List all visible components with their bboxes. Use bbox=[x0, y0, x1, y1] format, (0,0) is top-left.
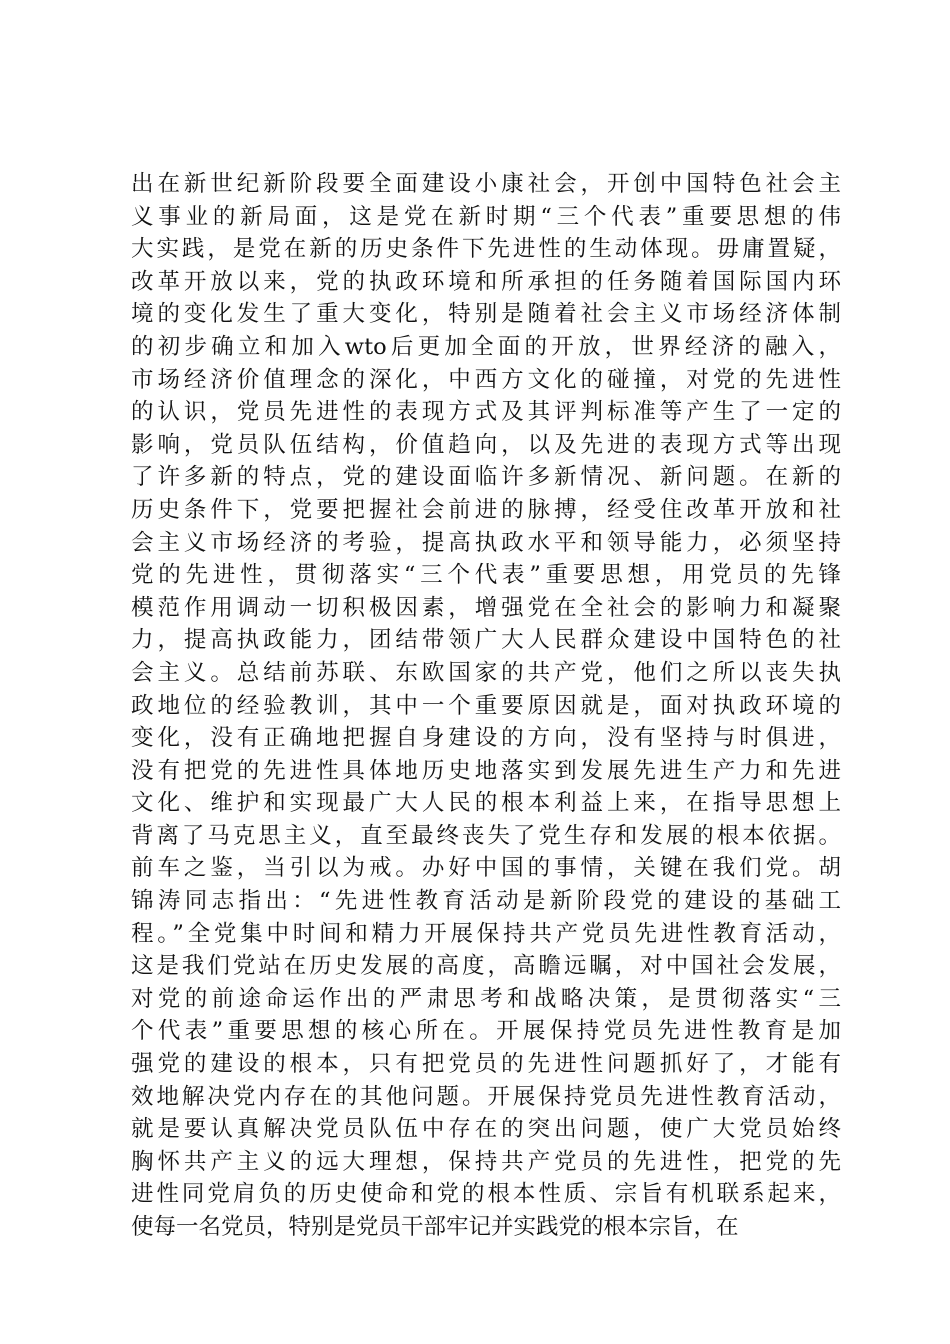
text-line: 的认识，党员先进性的表现方式及其评判标准等产生了一定的 bbox=[131, 399, 841, 426]
text-line: 变化，没有正确地把握自身建设的方向，没有坚持与时俱进， bbox=[131, 725, 841, 752]
text-line: 文化、维护和实现最广大人民的根本利益上来，在指导思想上 bbox=[131, 790, 841, 817]
text-line: 义事业的新局面，这是党在新时期“三个代表”重要思想的伟 bbox=[131, 203, 841, 230]
text-line: 会主义。总结前苏联、东欧国家的共产党，他们之所以丧失执 bbox=[131, 659, 841, 686]
text-line: 大实践，是党在新的历史条件下先进性的生动体现。毋庸置疑， bbox=[131, 236, 841, 263]
text-line: 党的先进性，贯彻落实“三个代表”重要思想，用党员的先锋 bbox=[131, 562, 841, 589]
text-line: 的初步确立和加入wto后更加全面的开放，世界经济的融入， bbox=[131, 333, 841, 360]
text-line: 出在新世纪新阶段要全面建设小康社会，开创中国特色社会主 bbox=[131, 171, 841, 197]
text-line: 对党的前途命运作出的严肃思考和战略决策，是贯彻落实“三 bbox=[131, 985, 841, 1012]
text-line: 进性同党肩负的历史使命和党的根本性质、宗旨有机联系起来， bbox=[131, 1181, 841, 1208]
text-line: 会主义市场经济的考验，提高执政水平和领导能力，必须坚持 bbox=[131, 529, 841, 556]
text-line: 效地解决党内存在的其他问题。开展保持党员先进性教育活动， bbox=[131, 1083, 841, 1110]
text-line: 前车之鉴，当引以为戒。办好中国的事情，关键在我们党。胡 bbox=[131, 855, 841, 882]
text-line: 市场经济价值理念的深化，中西方文化的碰撞，对党的先进性 bbox=[131, 366, 841, 393]
text-line: 使每一名党员，特别是党员干部牢记并实践党的根本宗旨，在 bbox=[131, 1214, 739, 1240]
text-line: 境的变化发生了重大变化，特别是随着社会主义市场经济体制 bbox=[131, 301, 841, 328]
text-line: 锦涛同志指出：“先进性教育活动是新阶段党的建设的基础工 bbox=[131, 888, 841, 915]
text-line: 力，提高执政能力，团结带领广大人民群众建设中国特色的社 bbox=[131, 627, 841, 654]
text-line: 强党的建设的根本，只有把党员的先进性问题抓好了，才能有 bbox=[131, 1051, 841, 1078]
text-line: 改革开放以来，党的执政环境和所承担的任务随着国际国内环 bbox=[131, 268, 841, 295]
text-line: 政地位的经验教训，其中一个重要原因就是，面对执政环境的 bbox=[131, 692, 841, 719]
body-text bbox=[131, 168, 841, 1244]
text-line: 了许多新的特点，党的建设面临许多新情况、新问题。在新的 bbox=[131, 464, 841, 491]
text-line: 程。”全党集中时间和精力开展保持共产党员先进性教育活动， bbox=[131, 920, 841, 947]
text-line: 就是要认真解决党员队伍中存在的突出问题，使广大党员始终 bbox=[131, 1116, 841, 1143]
text-line: 影响，党员队伍结构，价值趋向，以及先进的表现方式等出现 bbox=[131, 431, 841, 458]
text-line: 模范作用调动一切积极因素，增强党在全社会的影响力和凝聚 bbox=[131, 594, 841, 621]
text-line: 没有把党的先进性具体地历史地落实到发展先进生产力和先进 bbox=[131, 757, 841, 784]
text-line: 这是我们党站在历史发展的高度，高瞻远瞩，对中国社会发展， bbox=[131, 953, 841, 980]
text-line: 背离了马克思主义，直至最终丧失了党生存和发展的根本依据。 bbox=[131, 822, 841, 849]
text-line: 历史条件下，党要把握社会前进的脉搏，经受住改革开放和社 bbox=[131, 496, 841, 523]
text-line: 个代表”重要思想的核心所在。开展保持党员先进性教育是加 bbox=[131, 1018, 841, 1045]
text-line: 胸怀共产主义的远大理想，保持共产党员的先进性，把党的先 bbox=[131, 1148, 841, 1175]
